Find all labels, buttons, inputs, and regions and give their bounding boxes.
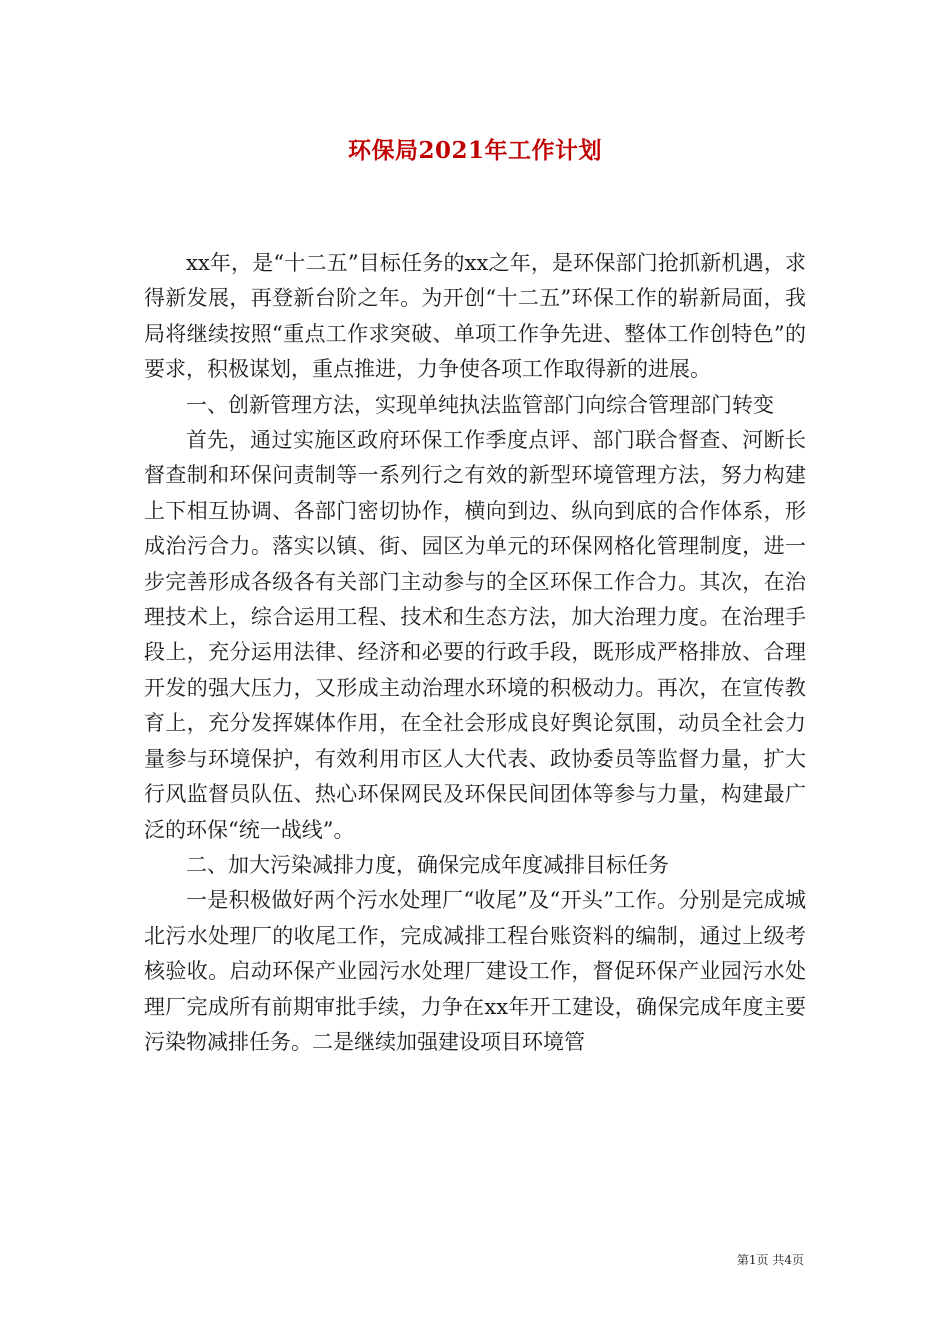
document-title: 环保局2021年工作计划: [347, 137, 602, 164]
section-heading-1: 一、创新管理方法，实现单纯执法监管部门向综合管理部门转变: [186, 392, 774, 417]
paragraph-section-1: 首先，通过实施区政府环保工作季度点评、部门联合督查、河断长督查制和环保问责制等一系列行之有效的新型环境管理方法，努力构建上下相互协调、各部门密切协作，横向到边、纵向到底的合作体系，形成治污合力。落实以镇、街、园区为单元的环保网格化管理制度，进一步完善形成各级各有关部门主动参与的全区环保工作合力。其次，在治理技术上，综合运用工程、技术和生态方法，加大治理力度。在治理手段上，充分运用法律、经济和必要的行政手段，既形成严格排放、合理开发的强大压力，又形成主动治理水环境的积极动力。再次，在宣传教育上，充分发挥媒体作用，在全社会形成良好舆论氛围，动员全社会力量参与环境保护，有效利用市区人大代表、政协委员等监督力量，扩大行风监督员队伍、热心环保网民及环保民间团体等参与力量，构建最广泛的环保“统一战线”。: [144, 428, 806, 842]
paragraph-section-2: 一是积极做好两个污水处理厂“收尾”及“开头”工作。分别是完成城北污水处理厂的收尾工作，完成减排工程台账资料的编制，通过上级考核验收。启动环保产业园污水处理厂建设工作，督促环保产业园污水处理厂完成所有前期审批手续，力争在xx年开工建设，确保完成年度主要污染物减排任务。二是继续加强建设项目环境管: [144, 888, 806, 1054]
page-number: 第1页 共4页: [736, 1253, 804, 1267]
paragraph-intro: xx年，是“十二五”目标任务的xx之年，是环保部门抢抓新机遇，求得新发展，再登新台阶之年。为开创“十二五”环保工作的崭新局面，我局将继续按照“重点工作求突破、单项工作争先进、整体工作创特色”的要求，积极谋划，重点推进，力争使各项工作取得新的进展。: [144, 251, 806, 382]
section-heading-2: 二、加大污染减排力度，确保完成年度减排目标任务: [186, 852, 669, 877]
document-body: [144, 246, 806, 1060]
